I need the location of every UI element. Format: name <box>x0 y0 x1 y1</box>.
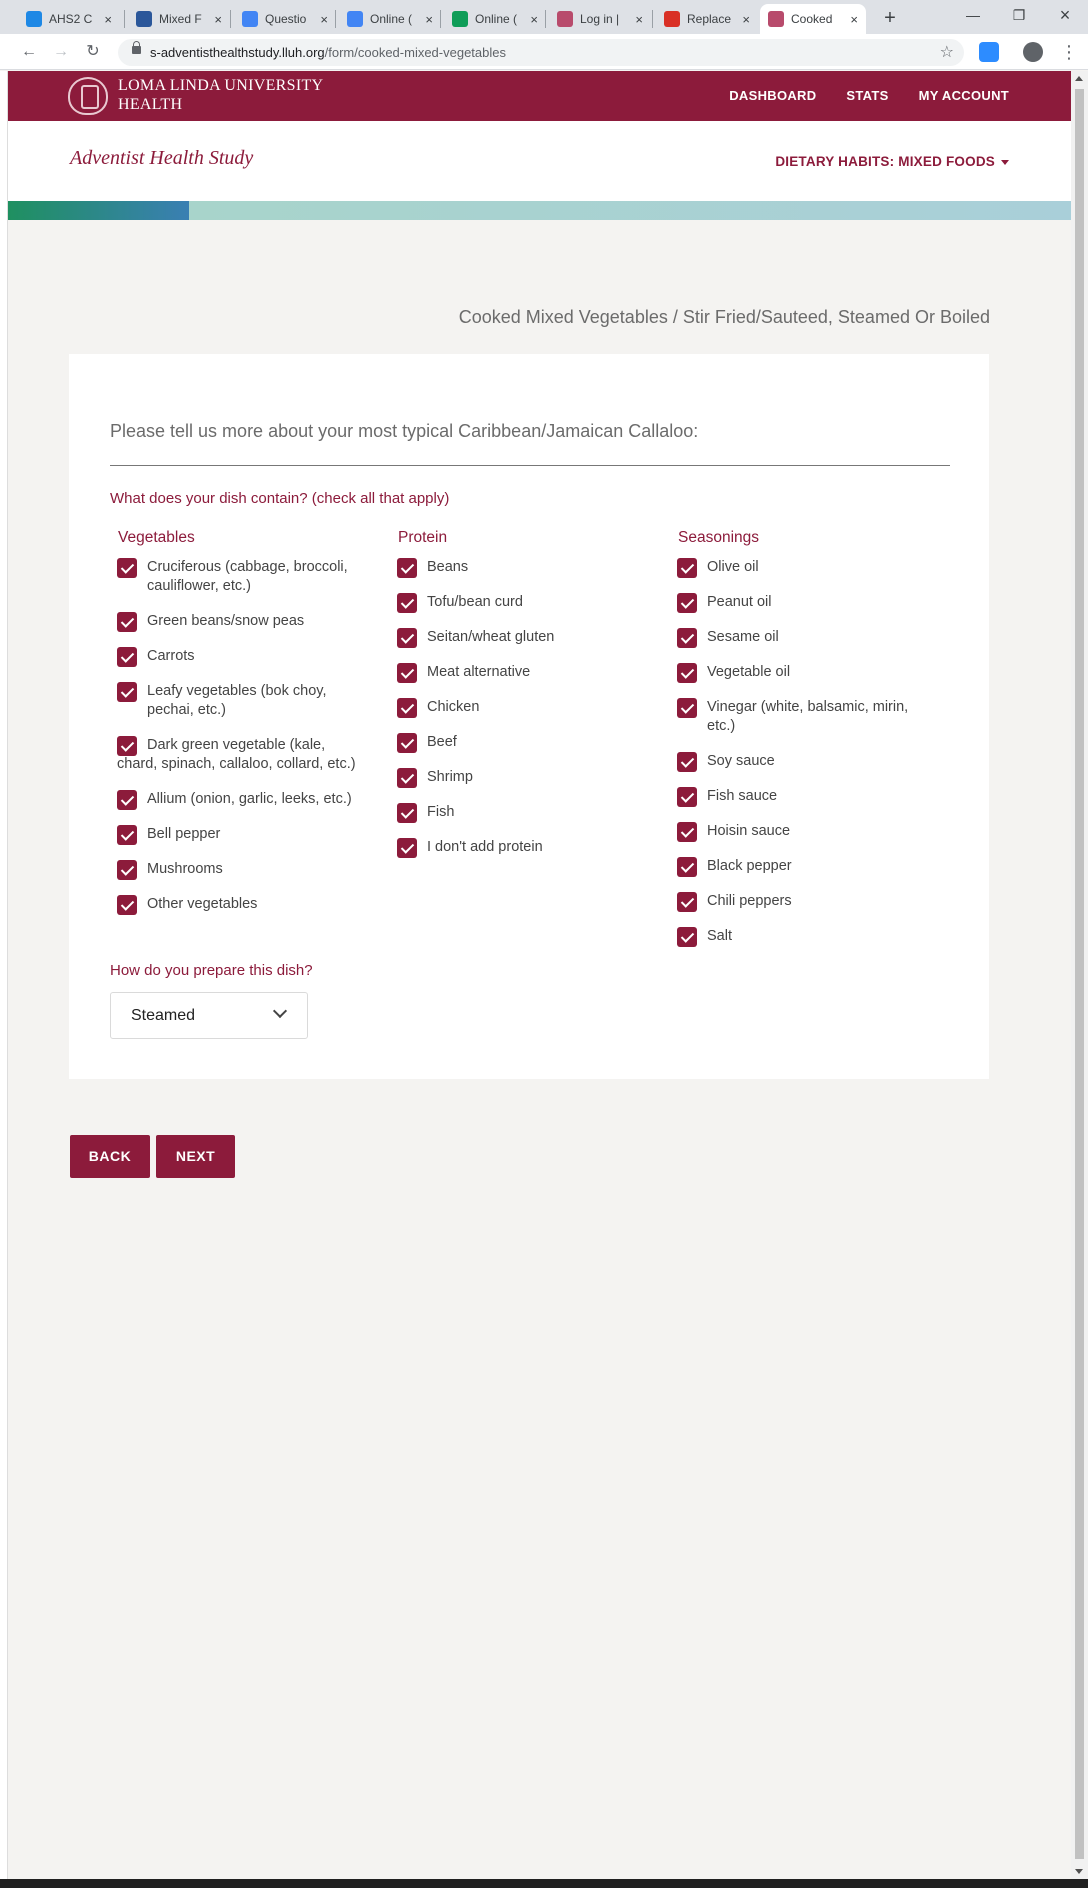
nav-stats-link[interactable]: STATS <box>846 88 889 103</box>
checkbox-label: Salt <box>707 928 732 944</box>
checkbox-checked-icon[interactable] <box>117 825 137 845</box>
checkbox-option[interactable] <box>117 647 369 666</box>
checkbox-checked-icon[interactable] <box>117 682 137 702</box>
browser-tab-strip <box>0 0 1088 34</box>
checkbox-checked-icon[interactable] <box>117 558 137 578</box>
profile-avatar-icon[interactable] <box>1023 42 1043 62</box>
prepare-method-select[interactable] <box>110 992 308 1039</box>
checkbox-option[interactable] <box>117 612 369 631</box>
checkbox-checked-icon[interactable] <box>677 558 697 578</box>
url-text <box>150 45 506 60</box>
checkbox-option[interactable] <box>397 803 657 822</box>
checkbox-checked-icon[interactable] <box>117 736 137 756</box>
tab-close-icon[interactable]: × <box>530 11 538 27</box>
checkbox-option[interactable] <box>117 558 369 596</box>
question-card <box>69 354 989 1079</box>
checkbox-checked-icon[interactable] <box>677 628 697 648</box>
section-dropdown-label: DIETARY HABITS: MIXED FOODS <box>775 154 995 169</box>
tab-separator <box>440 10 441 28</box>
checkbox-option[interactable] <box>397 698 657 717</box>
browser-tab-label: AHS2 C <box>49 12 93 26</box>
checkbox-label: Other vegetables <box>147 896 258 912</box>
checkbox-option[interactable] <box>677 752 939 771</box>
section-dropdown[interactable] <box>775 154 1009 169</box>
close-window-icon[interactable]: × <box>1059 5 1071 25</box>
checkbox-label: Green beans/snow peas <box>147 613 305 629</box>
checkbox-label: Bell pepper <box>147 826 221 842</box>
prepare-prompt: How do you prepare this dish? <box>110 962 313 979</box>
browser-tab-label: Mixed F <box>159 12 202 26</box>
study-title[interactable]: Adventist Health Study <box>70 147 254 169</box>
checkbox-option[interactable] <box>397 733 657 752</box>
tab-close-icon[interactable]: × <box>850 11 858 27</box>
tab-close-icon[interactable]: × <box>320 11 328 27</box>
browser-toolbar <box>0 34 1088 70</box>
checkbox-option[interactable] <box>117 682 369 720</box>
scroll-up-icon[interactable] <box>1075 76 1083 81</box>
checkbox-label: Leafy vegetables (bok choy, pechai, etc.) <box>147 683 327 718</box>
caret-down-icon <box>1001 160 1009 165</box>
checkbox-checked-icon[interactable] <box>677 892 697 912</box>
checkbox-label: Meat alternative <box>427 664 531 680</box>
checkbox-option[interactable] <box>117 860 369 879</box>
tab-separator <box>652 10 653 28</box>
restore-icon[interactable]: ❐ <box>1012 7 1026 23</box>
study-subheader <box>8 121 1071 201</box>
checkbox-checked-icon[interactable] <box>117 860 137 880</box>
llu-logo-text[interactable] <box>118 76 323 114</box>
checkbox-label: Seitan/wheat gluten <box>427 629 555 645</box>
tab-close-icon[interactable]: × <box>104 11 112 27</box>
checkbox-option[interactable] <box>397 593 657 612</box>
checkbox-checked-icon[interactable] <box>117 612 137 632</box>
browser-tab-label: Questio <box>265 12 307 26</box>
zoom-extension-icon[interactable] <box>979 42 999 62</box>
checkbox-label: Dark green vegetable (kale, chard, spinach, callaloo, collard, etc.) <box>117 737 356 772</box>
checkbox-option[interactable] <box>677 698 939 736</box>
checkbox-checked-icon[interactable] <box>117 647 137 667</box>
scrollbar-thumb[interactable] <box>1075 89 1084 1859</box>
protein-checkbox-group <box>397 558 657 873</box>
checkbox-checked-icon[interactable] <box>677 593 697 613</box>
page-scrollbar[interactable] <box>1071 71 1088 1879</box>
next-button[interactable]: NEXT <box>156 1135 235 1178</box>
checkbox-option[interactable] <box>117 825 369 844</box>
checkbox-option[interactable] <box>677 927 939 946</box>
prepare-method-value: Steamed <box>131 1007 196 1024</box>
checkbox-label: Shrimp <box>427 769 473 785</box>
tab-separator <box>124 10 125 28</box>
browser-tab[interactable] <box>18 4 120 34</box>
tab-separator <box>545 10 546 28</box>
checkbox-checked-icon[interactable] <box>397 838 417 858</box>
browser-tab-label: Online ( <box>370 12 413 26</box>
progress-fill <box>8 201 189 220</box>
checkbox-checked-icon[interactable] <box>677 787 697 807</box>
checkbox-checked-icon[interactable] <box>117 790 137 810</box>
checkbox-label: Vegetable oil <box>707 664 791 680</box>
seasonings-checkbox-group <box>677 558 939 962</box>
checkbox-label: Chicken <box>427 699 480 715</box>
gmail-icon <box>664 11 680 27</box>
llu-seal-logo-icon[interactable] <box>68 77 108 115</box>
lock-icon <box>132 46 141 54</box>
os-taskbar <box>0 1879 1088 1888</box>
checkbox-checked-icon[interactable] <box>397 768 417 788</box>
new-tab-button[interactable]: + <box>884 7 896 29</box>
browser-tab[interactable] <box>444 4 546 34</box>
seal-icon <box>557 11 573 27</box>
checkbox-checked-icon[interactable] <box>677 663 697 683</box>
checkbox-checked-icon[interactable] <box>397 803 417 823</box>
checkbox-checked-icon[interactable] <box>397 558 417 578</box>
cloud-icon <box>26 11 42 27</box>
checkbox-label: Mushrooms <box>147 861 223 877</box>
checkbox-label: Vinegar (white, balsamic, mirin, etc.) <box>707 699 909 734</box>
browser-tab[interactable] <box>128 4 230 34</box>
url-host: s-adventisthealthstudy.lluh.org <box>150 45 325 60</box>
browser-tab-label: Log in | <box>580 12 620 26</box>
checkbox-option[interactable] <box>397 768 657 787</box>
checkbox-label: Hoisin sauce <box>707 823 791 839</box>
checkbox-label: Fish <box>427 804 455 820</box>
checkbox-option[interactable] <box>397 663 657 682</box>
browser-tab[interactable] <box>656 4 758 34</box>
browser-tab-label: Replace <box>687 12 732 26</box>
back-arrow-icon[interactable]: ← <box>21 43 37 60</box>
vegetables-checkbox-group <box>117 558 369 930</box>
checkbox-option[interactable] <box>397 838 657 857</box>
checkbox-label: I don't add protein <box>427 839 543 855</box>
checkbox-option[interactable] <box>397 628 657 647</box>
checkbox-option[interactable] <box>677 628 939 647</box>
checkbox-checked-icon[interactable] <box>397 698 417 718</box>
checkbox-label: Fish sauce <box>707 788 778 804</box>
site-header <box>8 71 1071 121</box>
checkbox-option[interactable] <box>677 593 939 612</box>
checkbox-option[interactable] <box>677 857 939 876</box>
question-divider <box>110 465 950 466</box>
checkbox-option[interactable] <box>677 787 939 806</box>
checkbox-label: Olive oil <box>707 559 759 575</box>
checkbox-label: Sesame oil <box>707 629 779 645</box>
minimize-icon[interactable]: — <box>966 7 980 23</box>
logo-line-1: LOMA LINDA UNIVERSITY <box>118 77 324 94</box>
checkbox-option[interactable] <box>677 892 939 911</box>
checkbox-label: Beef <box>427 734 457 750</box>
checkbox-option[interactable] <box>677 558 939 577</box>
scroll-down-icon[interactable] <box>1075 1869 1083 1874</box>
tab-close-icon[interactable]: × <box>635 11 643 27</box>
checkbox-label: Chili peppers <box>707 893 792 909</box>
browser-tab[interactable] <box>549 4 651 34</box>
seal-icon <box>768 11 784 27</box>
word-icon <box>136 11 152 27</box>
checkbox-option[interactable] <box>677 822 939 841</box>
tab-close-icon[interactable]: × <box>214 11 222 27</box>
vegetables-heading: Vegetables <box>118 529 195 546</box>
seasonings-heading: Seasonings <box>678 529 760 546</box>
browser-tab-label: Online ( <box>475 12 518 26</box>
nav-dashboard-link[interactable]: DASHBOARD <box>729 88 817 103</box>
question-text: Please tell us more about your most typical Caribbean/Jamaican Callaloo: <box>110 421 699 441</box>
nav-my-account-link[interactable]: MY ACCOUNT <box>918 88 1009 103</box>
checkbox-option[interactable] <box>117 736 369 774</box>
docs-icon <box>242 11 258 27</box>
checkbox-label: Allium (onion, garlic, leeks, etc.) <box>147 791 352 807</box>
browser-tab[interactable] <box>760 4 866 34</box>
checkbox-label: Carrots <box>147 648 195 664</box>
browser-tab[interactable] <box>339 4 441 34</box>
bookmark-star-icon[interactable]: ☆ <box>939 44 954 61</box>
browser-menu-icon[interactable]: ⋮ <box>1060 42 1078 62</box>
checkbox-option[interactable] <box>117 895 369 914</box>
checkbox-checked-icon[interactable] <box>397 593 417 613</box>
checkbox-checked-icon[interactable] <box>397 663 417 683</box>
checkbox-checked-icon[interactable] <box>677 857 697 877</box>
logo-line-2: HEALTH <box>118 96 183 113</box>
checkbox-option[interactable] <box>677 663 939 682</box>
checkbox-label: Beans <box>427 559 469 575</box>
back-button[interactable]: BACK <box>70 1135 150 1178</box>
checkbox-checked-icon[interactable] <box>677 752 697 772</box>
checkbox-label: Black pepper <box>707 858 792 874</box>
checkbox-checked-icon[interactable] <box>117 895 137 915</box>
checkbox-checked-icon[interactable] <box>677 927 697 947</box>
checkbox-checked-icon[interactable] <box>677 822 697 842</box>
browser-tab-label: Cooked <box>791 12 833 26</box>
window-left-edge <box>0 71 8 1879</box>
tab-separator <box>230 10 231 28</box>
address-bar[interactable] <box>118 39 964 66</box>
checkbox-label: Soy sauce <box>707 753 775 769</box>
forward-arrow-icon[interactable]: → <box>53 43 69 60</box>
checkbox-checked-icon[interactable] <box>677 698 697 718</box>
checkbox-option[interactable] <box>117 790 369 809</box>
checkbox-option[interactable] <box>397 558 657 577</box>
checkbox-label: Peanut oil <box>707 594 772 610</box>
reload-icon[interactable]: ↻ <box>86 43 100 60</box>
protein-heading: Protein <box>398 529 448 546</box>
url-path: /form/cooked-mixed-vegetables <box>324 45 506 60</box>
tab-close-icon[interactable]: × <box>425 11 433 27</box>
top-navigation <box>729 88 1009 103</box>
page-heading: Cooked Mixed Vegetables / Stir Fried/Sauteed, Steamed Or Boiled <box>458 307 990 327</box>
checkbox-label: Tofu/bean curd <box>427 594 523 610</box>
browser-tab[interactable] <box>234 4 336 34</box>
tab-separator <box>335 10 336 28</box>
tab-close-icon[interactable]: × <box>742 11 750 27</box>
checkbox-label: Cruciferous (cabbage, broccoli, cauliflower, etc.) <box>147 559 348 594</box>
checkbox-checked-icon[interactable] <box>397 628 417 648</box>
contains-prompt: What does your dish contain? (check all that apply) <box>110 490 450 507</box>
progress-color-bar <box>8 201 1071 220</box>
checkbox-checked-icon[interactable] <box>397 733 417 753</box>
docs-icon <box>347 11 363 27</box>
sheets-icon <box>452 11 468 27</box>
chevron-down-icon <box>273 1004 287 1018</box>
